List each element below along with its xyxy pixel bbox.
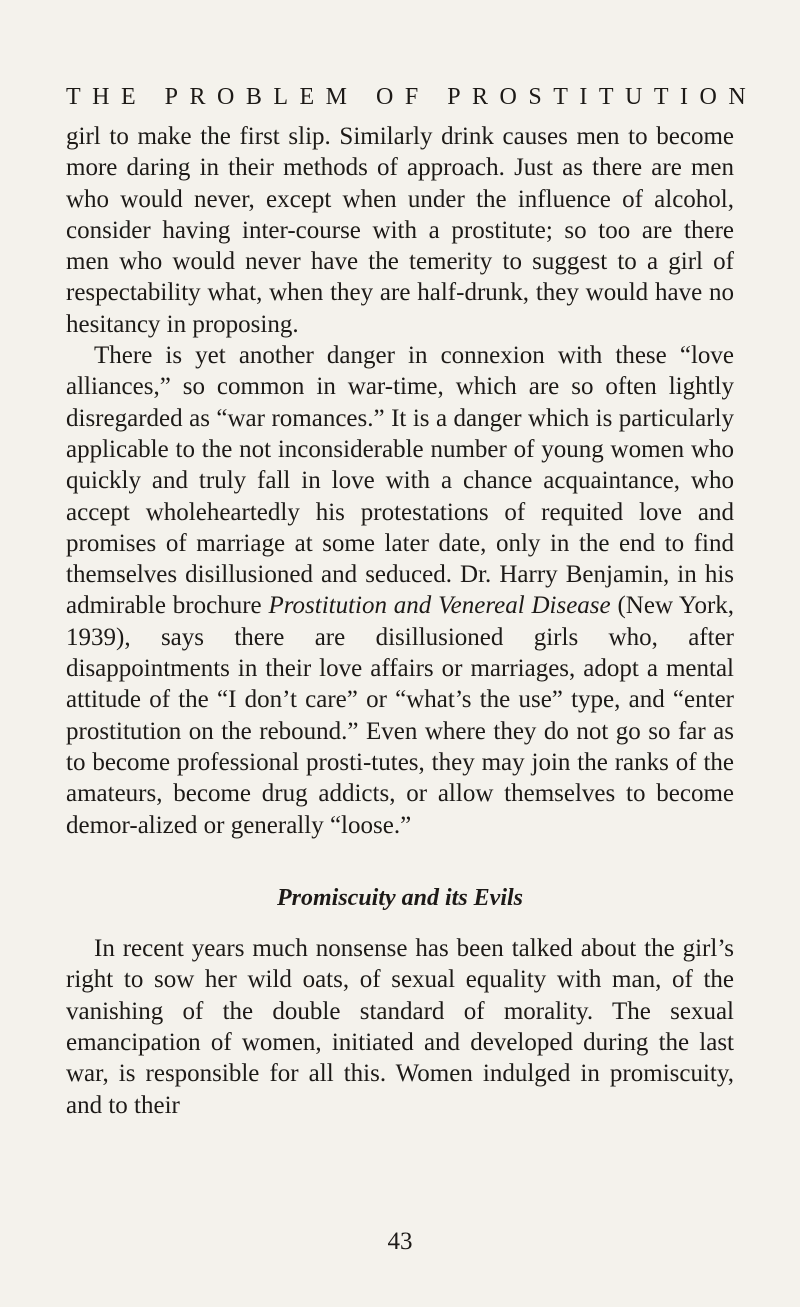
paragraph-2-text-b: (New York, 1939), says there are disillusioned girls who, after disappointments in their love affairs or marriages, adopt a mental attitude of the “I don’t care” or “what’s the use” type, and “enter prostitution on the rebound.” Even where they do not go so far as to become professional prosti-tutes, they may join the ranks of the amateurs, become drug addicts, or allow themselves to become demor-alized or generally “loose.” — [66, 592, 735, 839]
paragraph-3: In recent years much nonsense has been talked about the girl’s right to sow her wild oats, of sexual equality with man, of the vanishing of the double standard of morality. The sexual emancipation of women, initiated and developed during the last war, is responsible for all this. Women indulged in promiscuity, and to their — [66, 935, 734, 1119]
paragraph-1: girl to make the first slip. Similarly drink causes men to become more daring in their methods of approach. Just as there are men who would never, except when under the influence of alcohol, consider having inter-course with a prostitute; so too are there men who would never have the temerity to suggest to a girl of respectability what, when they are half-drunk, they would have no hesitancy in proposing. — [66, 123, 734, 338]
cited-title: Prostitution and Venereal Disease — [268, 592, 611, 620]
section-heading: Promiscuity and its Evils — [276, 884, 524, 911]
body-text — [66, 121, 734, 1121]
running-head: THE PROBLEM OF PROSTITUTION — [66, 84, 758, 110]
paragraph-2 — [66, 340, 734, 841]
paragraph-2-text-a: There is yet another danger in connexion with these “love alliances,” so common in war-time, which are so often lightly disregarded as “war romances.” It is a danger which is particularly applicable to the not inconsiderable number of young women who quickly and truly fall in love with a chance acquaintance, who accept wholeheartedly his protestations of requited love and promises of marriage at some later date, only in the end to find themselves disillusioned and seduced. Dr. Harry Benjamin, in his admirable brochure — [66, 342, 734, 620]
page-number: 43 — [387, 1228, 413, 1255]
